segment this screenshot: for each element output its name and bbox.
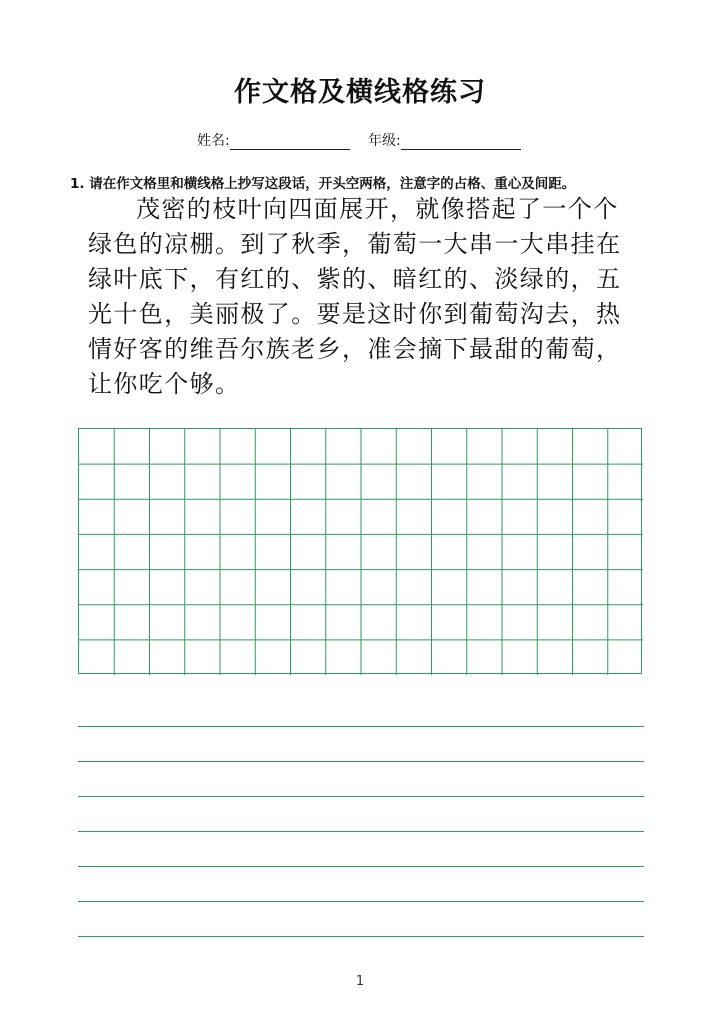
composition-grid[interactable] bbox=[78, 428, 642, 674]
name-blank-line[interactable] bbox=[230, 133, 350, 150]
name-field[interactable] bbox=[197, 130, 350, 150]
composition-grid-lines bbox=[79, 429, 643, 675]
passage-text: 茂密的枝叶向四面展开，就像搭起了一个个绿色的凉棚。到了秋季，葡萄一大串一大串挂在绿叶底下，有红的、紫的、暗红的、淡绿的，五光十色，美丽极了。要是这时你到葡萄沟去，热情好客的维吾尔族老乡，准会摘下最甜的葡萄，让你吃个够。 bbox=[88, 195, 622, 398]
ruled-writing-line[interactable] bbox=[78, 936, 644, 971]
grade-label: 年级: bbox=[368, 133, 401, 149]
page-number: 1 bbox=[355, 974, 365, 989]
ruled-writing-line[interactable] bbox=[78, 796, 644, 831]
ruled-writing-line[interactable] bbox=[78, 901, 644, 936]
page-title: 作文格及横线格练习 bbox=[234, 77, 486, 108]
ruled-writing-line[interactable] bbox=[78, 726, 644, 761]
grade-field[interactable] bbox=[368, 130, 521, 150]
ruled-writing-line[interactable] bbox=[78, 866, 644, 901]
ruled-writing-line[interactable] bbox=[78, 831, 644, 866]
student-info-row bbox=[0, 130, 720, 154]
ruled-writing-line[interactable] bbox=[78, 761, 644, 796]
grade-blank-line[interactable] bbox=[401, 133, 521, 150]
ruled-lines-area[interactable] bbox=[78, 726, 644, 971]
name-label: 姓名: bbox=[197, 133, 230, 149]
instruction-text: 1. 请在作文格里和横线格上抄写这段话，开头空两格，注意字的占格、重心及间距。 bbox=[70, 176, 576, 192]
